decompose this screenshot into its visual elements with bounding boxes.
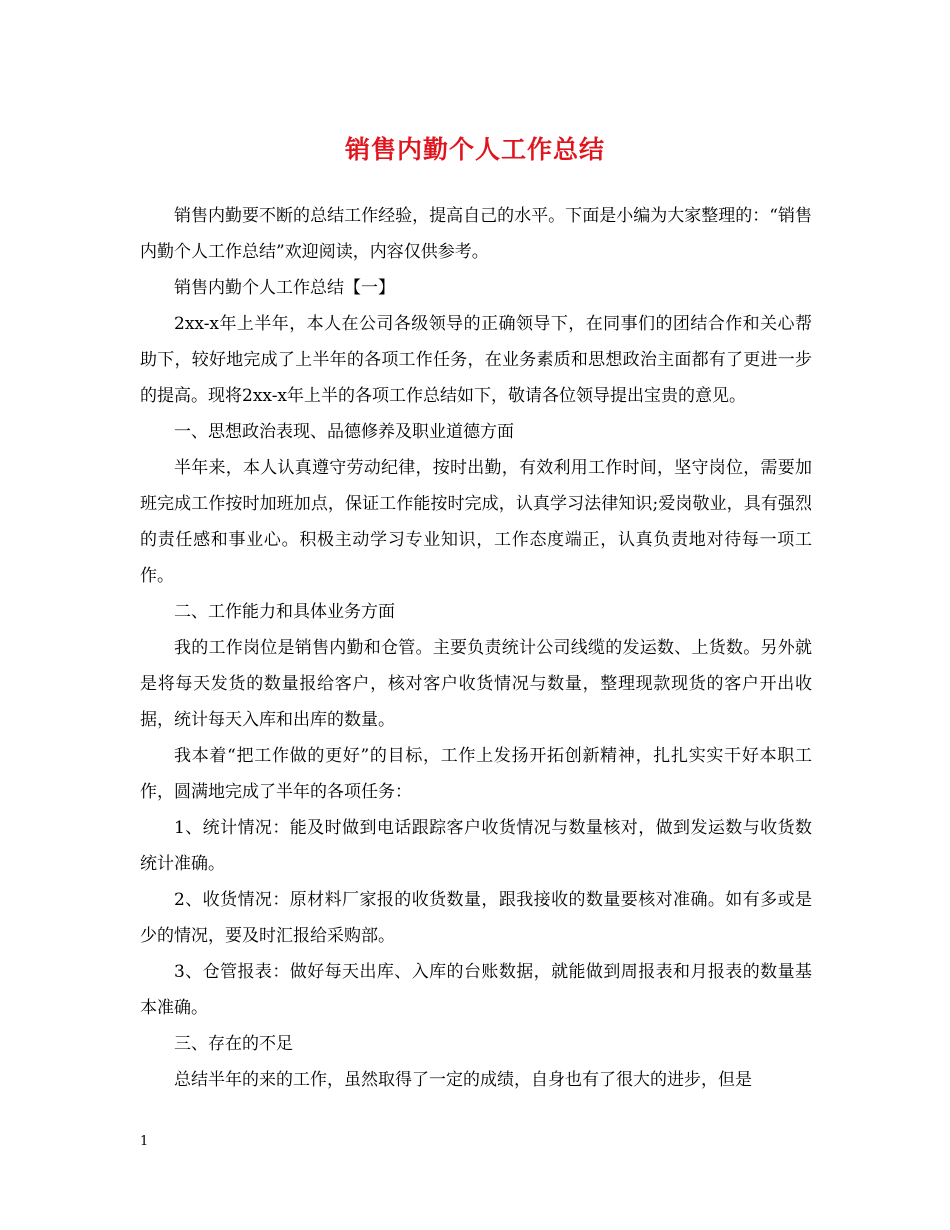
list-item-warehouse-report: 3、仓管报表：做好每天出库、入库的台账数据，就能做到周报表和月报表的数量基本准确。 [140,962,812,1018]
paragraph-ideology: 半年来，本人认真遵守劳动纪律，按时出勤，有效利用工作时间，坚守岗位，需要加班完成工作按时加班加点，保证工作能按时完成，认真学习法律知识;爱岗敬业，具有强烈的责任感和事业心。积极主动学习专业知识，工作态度端正，认真负责地对待每一项工作。 [140,458,812,586]
page-number: 1 [140,1134,149,1149]
document-body [140,198,812,1098]
section-heading-part-one: 销售内勤个人工作总结【一】 [174,278,395,298]
paragraph-goal: 我本着“把工作做的更好”的目标，工作上发扬开拓创新精神，扎扎实实干好本职工作，圆满地完成了半年的各项任务： [140,746,812,802]
section-heading-shortcomings: 三、存在的不足 [174,1034,293,1054]
paragraph-overview: 2xx-x年上半年，本人在公司各级领导的正确领导下，在同事们的团结合作和关心帮助下，较好地完成了上半年的各项工作任务，在业务素质和思想政治主面都有了更进一步的提高。现将2xx-x年上半的各项工作总结如下，敬请各位领导提出宝贵的意见。 [140,314,812,406]
paragraph-summary: 总结半年的来的工作，虽然取得了一定的成绩，自身也有了很大的进步，但是 [174,1070,752,1090]
list-item-statistics: 1、统计情况：能及时做到电话跟踪客户收货情况与数量核对，做到发运数与收货数统计准确。 [140,818,812,874]
document-title: 销售内勤个人工作总结 [344,135,605,164]
paragraph-intro: 销售内勤要不断的总结工作经验，提高自己的水平。下面是小编为大家整理的：“销售内勤个人工作总结”欢迎阅读，内容仅供参考。 [140,206,812,262]
section-heading-ideology: 一、思想政治表现、品德修养及职业道德方面 [174,422,514,442]
list-item-receiving: 2、收货情况：原材料厂家报的收货数量，跟我接收的数量要核对准确。如有多或是少的情况，要及时汇报给采购部。 [140,890,812,946]
paragraph-job-duties: 我的工作岗位是销售内勤和仓管。主要负责统计公司线缆的发运数、上货数。另外就是将每天发货的数量报给客户，核对客户收货情况与数量，整理现款现货的客户开出收据，统计每天入库和出库的数量。 [140,638,812,730]
section-heading-work-ability: 二、工作能力和具体业务方面 [174,602,395,622]
